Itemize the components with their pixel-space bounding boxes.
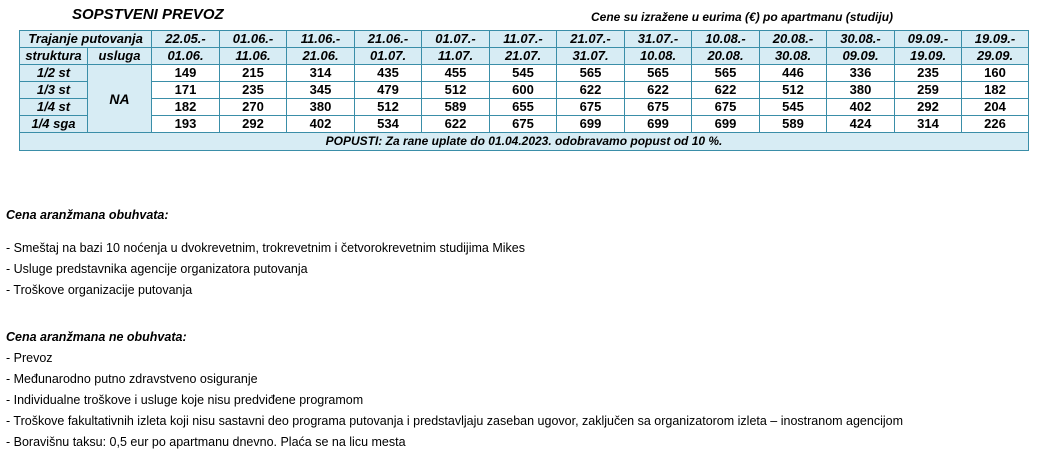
price-cell: 193 [152,116,220,133]
table-row [20,82,1029,99]
includes-section [6,205,525,301]
price-cell: 622 [557,82,625,99]
price-cell: 259 [895,82,962,99]
room-type-label: 1/2 st [20,65,88,82]
period-end: 21.07. [490,48,557,65]
price-cell: 314 [287,65,355,82]
price-cell: 512 [760,82,827,99]
period-start: 22.05.- [152,31,220,48]
price-cell: 380 [827,82,895,99]
header-row-period-start [20,31,1029,48]
room-type-label: 1/4 st [20,99,88,116]
list-item: - Individualne troškove i usluge koje nisu predviđene programom [6,393,364,407]
period-end: 29.09. [962,48,1029,65]
price-cell: 380 [287,99,355,116]
price-cell: 565 [625,65,692,82]
price-cell: 270 [220,99,287,116]
price-cell: 589 [760,116,827,133]
price-cell: 235 [895,65,962,82]
room-type-label: 1/3 st [20,82,88,99]
price-cell: 182 [152,99,220,116]
period-start: 21.06.- [355,31,422,48]
price-cell: 622 [625,82,692,99]
price-cell: 226 [962,116,1029,133]
period-end: 21.06. [287,48,355,65]
price-cell: 622 [422,116,490,133]
period-start: 11.06.- [287,31,355,48]
service-cell: NA [88,65,152,133]
period-end: 19.09. [895,48,962,65]
period-end: 09.09. [827,48,895,65]
page-title: SOPSTVENI PREVOZ [72,6,224,23]
list-item: - Boravišnu taksu: 0,5 eur po apartmanu dnevno. Plaća se na licu mesta [6,435,406,449]
period-start: 01.07.- [422,31,490,48]
price-cell: 402 [287,116,355,133]
price-cell: 446 [760,65,827,82]
includes-heading: Cena aranžmana obuhvata: [6,208,169,222]
price-cell: 345 [287,82,355,99]
price-cell: 545 [490,65,557,82]
price-cell: 675 [490,116,557,133]
price-cell: 182 [962,82,1029,99]
list-item: - Međunarodno putno zdravstveno osiguranje [6,372,258,386]
price-table [19,30,1029,151]
price-cell: 171 [152,82,220,99]
price-cell: 565 [557,65,625,82]
discount-note: POPUSTI: Za rane uplate do 01.04.2023. odobravamo popust od 10 %. [20,133,1029,151]
period-end: 01.06. [152,48,220,65]
price-cell: 699 [557,116,625,133]
price-cell: 479 [355,82,422,99]
list-item: - Prevoz [6,351,53,365]
service-header: usluga [88,48,152,65]
price-cell: 512 [355,99,422,116]
price-cell: 699 [692,116,760,133]
price-cell: 435 [355,65,422,82]
spacer [6,226,525,238]
period-start: 21.07.- [557,31,625,48]
price-cell: 204 [962,99,1029,116]
price-cell: 455 [422,65,490,82]
period-start: 01.06.- [220,31,287,48]
price-cell: 655 [490,99,557,116]
price-cell: 215 [220,65,287,82]
room-type-label: 1/4 sga [20,116,88,133]
price-cell: 699 [625,116,692,133]
header-row-period-end [20,48,1029,65]
price-cell: 600 [490,82,557,99]
period-start: 31.07.- [625,31,692,48]
period-end: 10.08. [625,48,692,65]
price-cell: 235 [220,82,287,99]
period-start: 09.09.- [895,31,962,48]
period-end: 30.08. [760,48,827,65]
list-item: - Usluge predstavnika agencije organizatora putovanja [6,262,308,276]
period-start: 11.07.- [490,31,557,48]
excludes-section [6,327,903,453]
price-cell: 512 [422,82,490,99]
price-cell: 622 [692,82,760,99]
price-cell: 149 [152,65,220,82]
duration-header: Trajanje putovanja [20,31,152,48]
discount-row [20,133,1029,151]
period-end: 11.07. [422,48,490,65]
excludes-heading: Cena aranžmana ne obuhvata: [6,330,187,344]
price-cell: 292 [895,99,962,116]
period-start: 30.08.- [827,31,895,48]
period-end: 20.08. [692,48,760,65]
price-cell: 675 [692,99,760,116]
period-end: 11.06. [220,48,287,65]
price-cell: 314 [895,116,962,133]
list-item: - Troškove fakultativnih izleta koji nisu sastavni deo programa putovanja i predstavljaju zaseban ugovor, zaključen sa organizatorom izleta – inostranom agencijom [6,414,904,428]
period-start: 20.08.- [760,31,827,48]
price-cell: 675 [625,99,692,116]
period-end: 31.07. [557,48,625,65]
price-cell: 534 [355,116,422,133]
table-row [20,116,1029,133]
price-cell: 545 [760,99,827,116]
period-start: 19.09.- [962,31,1029,48]
price-cell: 336 [827,65,895,82]
price-cell: 675 [557,99,625,116]
price-cell: 292 [220,116,287,133]
table-row [20,65,1029,82]
price-cell: 160 [962,65,1029,82]
list-item: - Troškove organizacije putovanja [6,283,193,297]
table-row [20,99,1029,116]
structure-header: struktura [20,48,88,65]
price-cell: 565 [692,65,760,82]
period-start: 10.08.- [692,31,760,48]
price-cell: 424 [827,116,895,133]
price-cell: 402 [827,99,895,116]
list-item: - Smeštaj na bazi 10 noćenja u dvokrevetnim, trokrevetnim i četvorokrevetnim studijima Mikes [6,241,525,255]
period-end: 01.07. [355,48,422,65]
price-cell: 589 [422,99,490,116]
price-note: Cene su izražene u eurima (€) po apartmanu (studiju) [591,10,894,24]
